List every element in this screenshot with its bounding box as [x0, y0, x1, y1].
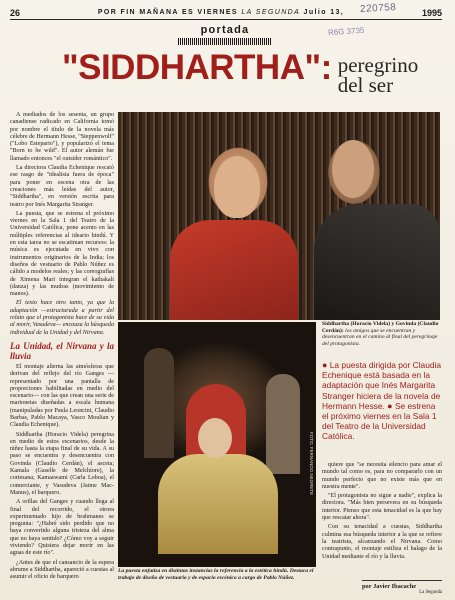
photo1-caption: Siddhartha (Horacio Videla) y Govinda (Claudio Cerdán): los amigos que se encuentran y desencuentran en el camino al final del peregrinaje del protagonista.: [322, 321, 439, 347]
photo-siddhartha-govinda: [118, 112, 440, 320]
face: [332, 140, 374, 198]
section-label: portada: [200, 24, 250, 36]
right-article-column: [322, 462, 442, 563]
photo2-caption: La puesta enfatiza en distintas instancias la referencia a la estética hindú. Destaca el trabajo de diseño de vestuario y de espacio escénico a cargo de Pablo Núñez.: [118, 568, 314, 581]
masthead-tagline: POR FIN MAÑANA ES VIERNES LA SEGUNDA Julio 13,: [97, 9, 345, 16]
figure-yellow-robe: [158, 454, 278, 554]
pull-quote: ● La puesta dirigida por Claudia Echenique está basada en la adaptación que Inés Margarita Stranger hiciera de la novela de Hermann Hesse. ● Se estrena el próximo viernes en la Sala 1 del Teatro de la Universidad Católica.: [322, 360, 442, 442]
byline: por Javier Ibacache La Segunda: [362, 580, 442, 595]
paragraph: A orillas del Ganges y cuando llega al final del recorrido, el otrora experimentado hijo de brahmanes se pregunta: "¿Habré sido perdido que no haya convertido alguna tristeza del alma que no haya sentido? ¿Cómo voy a seguir viviendo? Quisiera dejar morir en las aguas de este río".: [10, 499, 114, 557]
photo-credit: FOTO: FERNANDO NEGRETE: [309, 432, 314, 496]
paragraph: Siddhartha (Horacio Videla) peregrina en medio de estos escenarios, desde la niñez hasta la etapa final de su vida. A su paso se encuentra y desencuentra con Govinda (Claudio Cerdán), el asceta; Kamala (Gaselle de Melchiore), la cortesana; Kamaswami (Carla Loboa), el comerciante, y Vasudeva (Jaime Mac-Manus), el barquero.: [10, 431, 114, 496]
paragraph: Con su tenacidad a cuestas, Siddhartha culmina esa búsqueda interior a la que se refiere la teatrista, alcanzando el Nirvana. Como contrapunto, el montaje estiliza el halago de la Unidad mediante el río y la lluvia.: [322, 524, 442, 560]
paragraph: La puesta, que se estrena el próximo viernes en la Sala 1 del Teatro de la Universidad Católica, pone acento en las múltiples referencias al ideario hindú. Y en esta tarea no se escatiman recursos: la música es ejecutada en vivo con instrumentos originarios de la India; los diseños de vestuario de Pablo Núñez es cálido a modelos reales; y las coreografías de Ximena Mari integran el kathakali (danza) y las mudras (movimiento de manos).: [10, 210, 114, 298]
figure-puppet: [266, 374, 300, 474]
figure-dark-robe: [314, 204, 440, 320]
paragraph: ¿Antes de que el cansancio de la espera abrume a Siddhartha, apareció a cuestas al asumir el oficio de barquero: [10, 559, 114, 581]
paragraph: El texto hace otro tanto, ya que la adaptación —estructurada a partir del relato que el protagonista hace de su vida al morir, Vasudeva— encauza la búsqueda individual de la Unidad y del Nirvana.: [10, 300, 114, 336]
archive-stamp-code: R6G 3735: [327, 25, 365, 38]
headline: [62, 50, 442, 96]
headline-main: "SIDDHARTHA":: [62, 48, 332, 87]
bullet-icon: ●: [387, 400, 393, 411]
page-number: 26: [10, 7, 21, 18]
face: [198, 418, 232, 458]
subheading: La Unidad, el Nirvana y la lluvia: [10, 340, 114, 361]
bullet-icon: ●: [322, 360, 328, 370]
paragraph: quiere que "se necesita silencio para amar el mundo tal como es, para no compararlo con un mundo perfecto que no existe más que en nuestra mente".: [322, 462, 442, 490]
left-article-column: [10, 112, 114, 584]
paragraph: La directora Claudia Echenique rescató ese rasgo de "idealista fuera de época" para poner en escena otra de las creaciones más leídas del autor, "Siddhartha", en versión escrita para teatro por Inés Margarita Stranger.: [10, 165, 114, 208]
figure-red-robe: [170, 220, 298, 320]
year: 1995: [421, 7, 442, 18]
face: [214, 156, 260, 218]
paragraph: El montaje alterna las atmósferas que derivan del reflejo del río Ganges —representado por una pantalla de proporciones habilitadas en medio del escenario— con las que crean una serie de marionetas diseñadas a escala humana (manipuladas por Paula Leoncini, Claudio Barbas, Pablo Macaya, Vasco Moulian y Claudia Echenique).: [10, 363, 114, 429]
headline-sub: peregrino del ser: [337, 53, 419, 97]
archive-stamp-number: 220758: [359, 2, 397, 15]
figure-puppet: [144, 348, 174, 458]
photo-stage-scene: [118, 322, 316, 567]
section-bar: [178, 38, 272, 45]
paragraph: "El protagonista no sigue a nadie", explica la directora. "Más bien persevera en su búsqueda interior. Pienso que esta tenacidad es la que hay que rescatar ahora".: [322, 493, 442, 522]
paragraph: A mediados de los sesenta, un grupo canadiense radicado en California tomó por nombre el título de la novela más célebre de Hermann Hesse, "Steppenwolf" ("Lobo Estepario"), y popularizó el tema "Born to be wild". El autor alemán fue llamado entonces "el outsider romántico".: [10, 112, 114, 162]
